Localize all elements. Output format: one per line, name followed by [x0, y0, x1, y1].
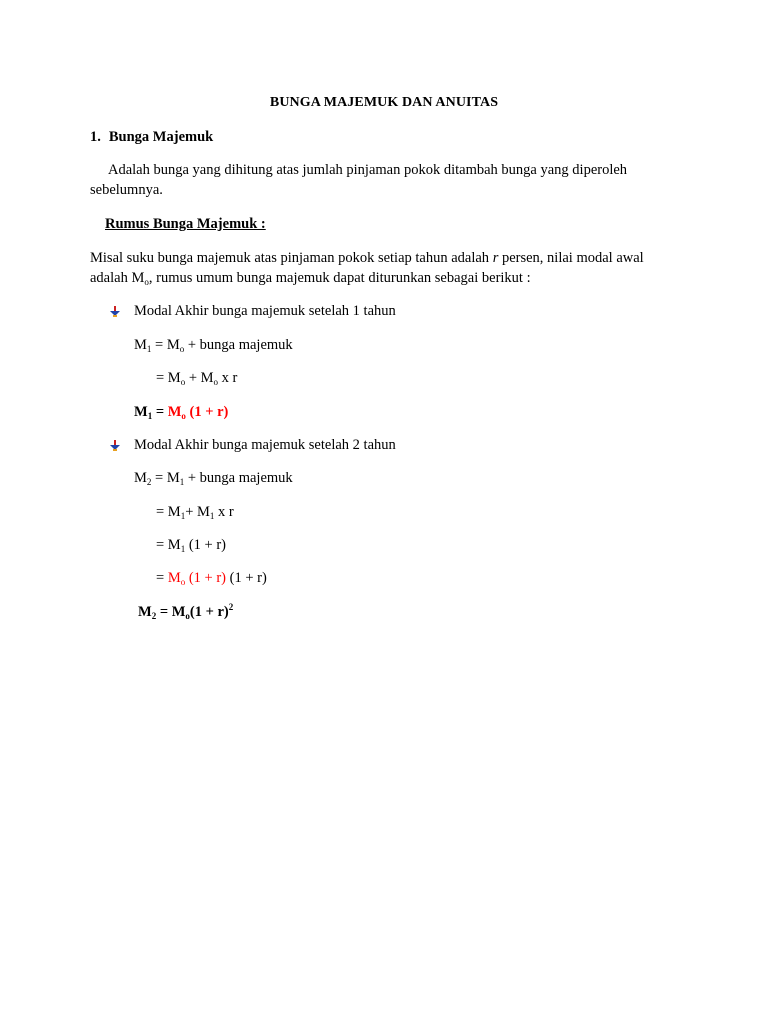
formula-part: + M — [185, 504, 210, 520]
formula-part: M — [167, 404, 182, 420]
formula-part: (1 + r) — [185, 570, 227, 586]
formula-part: M — [167, 570, 181, 586]
intro-text: adalah M — [90, 270, 145, 286]
page-title: BUNGA MAJEMUK DAN ANUITAS — [269, 95, 499, 110]
formula-part: = M — [151, 337, 180, 353]
section-heading — [90, 128, 213, 146]
formula-highlight — [168, 404, 229, 420]
formula-part: (1 + r) — [226, 570, 267, 586]
subscript: o — [185, 611, 190, 621]
formula-part: M — [134, 404, 148, 420]
subscript: 1 — [146, 344, 152, 354]
formula-part: + M — [185, 370, 214, 386]
section-title: Bunga Majemuk — [108, 129, 214, 145]
definition-line-2: sebelumnya. — [90, 182, 163, 198]
bullet-arrow-icon — [108, 305, 122, 319]
formula-part: (1 + r) — [185, 537, 226, 553]
formula-part: + bunga majemuk — [184, 337, 293, 353]
intro-line-1 — [90, 249, 644, 267]
formula-part: (1 + r) — [189, 604, 229, 620]
formula-part: = M — [156, 370, 181, 386]
subscript: 2 — [146, 477, 152, 487]
subscript: o — [180, 377, 186, 387]
subscript: 1 — [180, 511, 186, 521]
intro-variable: r — [492, 250, 499, 266]
section-number: 1. — [90, 129, 101, 145]
subscript: 1 — [179, 477, 185, 487]
intro-text: persen, nilai modal awal — [498, 250, 644, 266]
bullet-text-year-1: Modal Akhir bunga majemuk setelah 1 tahun — [134, 303, 396, 319]
formula-year2-line-3 — [156, 536, 226, 554]
bullet-arrow-icon — [108, 439, 122, 453]
formula-year1-line-2 — [156, 369, 237, 387]
formula-year2-line-2 — [156, 503, 234, 521]
definition-line-1: Adalah bunga yang dihitung atas jumlah pinjaman pokok ditambah bunga yang diperoleh — [108, 162, 628, 178]
subscript: o — [181, 411, 186, 421]
subscript: o — [180, 577, 186, 587]
formula-highlight — [168, 570, 226, 586]
formula-part: (1 + r) — [185, 404, 229, 420]
intro-text: Misal suku bunga majemuk atas pinjaman pokok setiap tahun adalah — [90, 250, 493, 266]
formula-year1-line-1 — [134, 336, 293, 354]
formula-part: = M — [156, 537, 181, 553]
bullet-text-year-2: Modal Akhir bunga majemuk setelah 2 tahun — [134, 437, 396, 453]
formula-part: M — [134, 337, 147, 353]
formula-part: = — [152, 404, 168, 420]
formula-year2-result — [138, 603, 233, 621]
formula-part: = M — [151, 470, 180, 486]
formula-part: M — [134, 470, 147, 486]
formula-year1-result — [134, 403, 228, 421]
formula-year2-line-4 — [156, 569, 267, 587]
subscript: o — [179, 344, 185, 354]
formula-part: x r — [218, 370, 238, 386]
formula-part: = — [156, 570, 168, 586]
subscript: 2 — [151, 611, 157, 621]
formula-heading: Rumus Bunga Majemuk : — [105, 216, 266, 232]
subscript: 1 — [180, 544, 186, 554]
formula-part: = M — [156, 604, 186, 620]
intro-text: , rumus umum bunga majemuk dapat diturunkan sebagai berikut : — [148, 270, 531, 286]
subscript: o — [144, 277, 149, 287]
formula-part: = M — [156, 504, 181, 520]
subscript: o — [213, 377, 219, 387]
superscript: 2 — [228, 602, 234, 612]
formula-part: M — [138, 604, 152, 620]
subscript: 1 — [209, 511, 215, 521]
intro-line-2 — [90, 269, 531, 287]
formula-part: x r — [214, 504, 234, 520]
formula-year2-line-1 — [134, 469, 293, 487]
subscript: 1 — [147, 411, 153, 421]
formula-part: + bunga majemuk — [184, 470, 293, 486]
